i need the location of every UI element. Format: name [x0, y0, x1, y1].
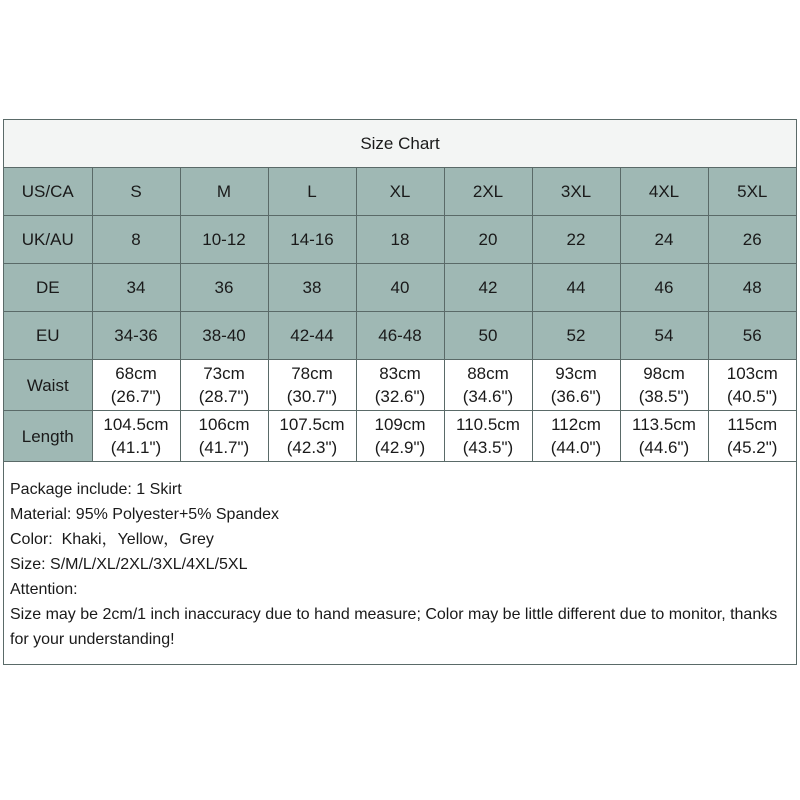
- table-cell: 44: [532, 264, 620, 312]
- table-cell: 20: [444, 216, 532, 264]
- table-cell: [708, 411, 796, 462]
- table-cell: 46: [620, 264, 708, 312]
- table-cell: [268, 411, 356, 462]
- chart-title: Size Chart: [4, 120, 796, 168]
- cm-value: 109cm: [374, 415, 426, 434]
- table-cell: 36: [180, 264, 268, 312]
- table-cell: M: [180, 168, 268, 216]
- inch-value: (41.7"): [198, 438, 250, 457]
- cm-value: 110.5cm: [456, 415, 520, 434]
- table-cell: 42: [444, 264, 532, 312]
- table-cell: 50: [444, 312, 532, 360]
- inch-value: (43.5"): [462, 438, 514, 457]
- table-cell: 34: [92, 264, 180, 312]
- table-cell: [532, 411, 620, 462]
- inch-value: (45.2"): [727, 438, 778, 457]
- table-cell: [444, 360, 532, 411]
- size-table: [4, 168, 796, 462]
- inch-value: (44.6"): [638, 438, 690, 457]
- table-cell: 5XL: [708, 168, 796, 216]
- table-cell: [92, 411, 180, 462]
- table-cell: 38-40: [180, 312, 268, 360]
- table-row: [4, 168, 796, 216]
- row-label: DE: [4, 264, 92, 312]
- table-cell: 42-44: [268, 312, 356, 360]
- table-cell: [92, 360, 180, 411]
- table-cell: [708, 360, 796, 411]
- cm-value: 104.5cm: [103, 415, 169, 434]
- inch-value: (36.6"): [550, 387, 602, 406]
- table-cell: 40: [356, 264, 444, 312]
- table-cell: 48: [708, 264, 796, 312]
- table-cell: 34-36: [92, 312, 180, 360]
- table-cell: L: [268, 168, 356, 216]
- disclaimer-note: Size may be 2cm/1 inch inaccuracy due to hand measure; Color may be little different due to monitor, thanks for your understanding!: [10, 606, 782, 648]
- inch-value: (38.5"): [638, 387, 690, 406]
- material-note: Material: 95% Polyester+5% Spandex: [10, 506, 280, 523]
- cm-value: 107.5cm: [279, 415, 345, 434]
- table-cell: [620, 411, 708, 462]
- inch-value: (44.0"): [550, 438, 602, 457]
- table-cell: [268, 360, 356, 411]
- size-note: Size: S/M/L/XL/2XL/3XL/4XL/5XL: [10, 556, 248, 573]
- table-cell: 54: [620, 312, 708, 360]
- inch-value: (30.7"): [286, 387, 338, 406]
- cm-value: 115cm: [727, 415, 778, 434]
- inch-value: (28.7"): [198, 387, 250, 406]
- table-cell: 3XL: [532, 168, 620, 216]
- table-row: [4, 216, 796, 264]
- row-label: Length: [4, 411, 92, 462]
- table-row: [4, 264, 796, 312]
- table-cell: 2XL: [444, 168, 532, 216]
- cm-value: 112cm: [551, 415, 601, 434]
- cm-value: 103cm: [726, 364, 778, 383]
- table-cell: 46-48: [356, 312, 444, 360]
- table-cell: [356, 411, 444, 462]
- cm-value: 83cm: [379, 364, 421, 383]
- attention-note: Attention:: [10, 581, 78, 598]
- table-cell: 8: [92, 216, 180, 264]
- table-cell: [180, 360, 268, 411]
- table-cell: 24: [620, 216, 708, 264]
- inch-value: (42.3"): [286, 438, 338, 457]
- row-label: US/CA: [4, 168, 92, 216]
- table-cell: [444, 411, 532, 462]
- table-cell: [620, 360, 708, 411]
- cm-value: 98cm: [643, 364, 685, 383]
- row-label: UK/AU: [4, 216, 92, 264]
- inch-value: (26.7"): [110, 387, 162, 406]
- package-note: Package include: 1 Skirt: [10, 481, 182, 498]
- inch-value: (34.6"): [462, 387, 514, 406]
- table-cell: [532, 360, 620, 411]
- table-cell: 4XL: [620, 168, 708, 216]
- cm-value: 68cm: [115, 364, 157, 383]
- color-note: Color: Khaki，Yellow，Grey: [10, 531, 214, 548]
- table-cell: 56: [708, 312, 796, 360]
- table-cell: XL: [356, 168, 444, 216]
- inch-value: (32.6"): [374, 387, 426, 406]
- size-chart: [3, 119, 797, 665]
- table-row: [4, 411, 796, 462]
- table-cell: 52: [532, 312, 620, 360]
- table-cell: [180, 411, 268, 462]
- table-cell: [356, 360, 444, 411]
- table-cell: 22: [532, 216, 620, 264]
- table-cell: 26: [708, 216, 796, 264]
- table-cell: 18: [356, 216, 444, 264]
- cm-value: 88cm: [467, 364, 509, 383]
- row-label: Waist: [4, 360, 92, 411]
- row-label: EU: [4, 312, 92, 360]
- cm-value: 113.5cm: [632, 415, 696, 434]
- table-row: [4, 360, 796, 411]
- cm-value: 78cm: [291, 364, 333, 383]
- table-row: [4, 312, 796, 360]
- table-cell: S: [92, 168, 180, 216]
- inch-value: (41.1"): [110, 438, 162, 457]
- cm-value: 93cm: [555, 364, 597, 383]
- table-cell: 38: [268, 264, 356, 312]
- table-cell: 14-16: [268, 216, 356, 264]
- inch-value: (42.9"): [374, 438, 426, 457]
- product-notes: [4, 462, 796, 652]
- table-cell: 10-12: [180, 216, 268, 264]
- cm-value: 73cm: [203, 364, 245, 383]
- inch-value: (40.5"): [727, 387, 778, 406]
- cm-value: 106cm: [198, 415, 250, 434]
